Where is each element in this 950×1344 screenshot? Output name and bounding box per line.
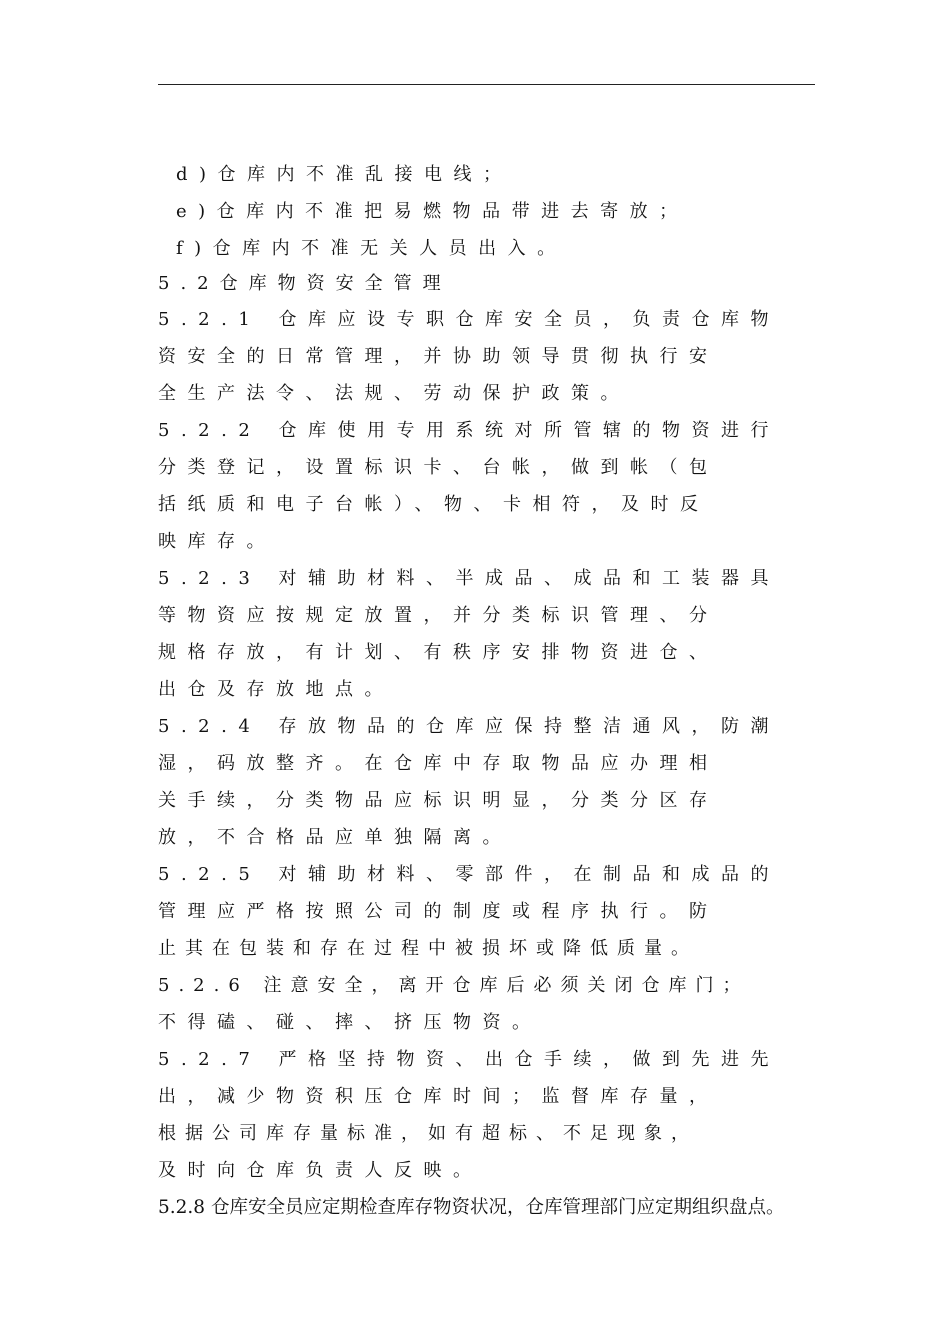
clause-5-2-5-line-3: 止其在包装和存在过程中被损坏或降低质量。 <box>158 938 698 959</box>
clause-5-2-1-line-2: 资安全的日常管理，并协助领导贯彻执行安 <box>158 346 719 367</box>
clause-5-2-3-line-1: 5.2.3 对辅助材料、半成品、成品和工装器具 <box>158 568 781 589</box>
clause-5-2-6-line-2: 不得磕、碰、摔、挤压物资。 <box>158 1012 542 1033</box>
clause-5-2-7-line-1: 5.2.7 严格坚持物资、出仓手续，做到先进先 <box>158 1049 781 1070</box>
clause-5-2-1-line-1: 5.2.1 仓库应设专职仓库安全员，负责仓库物 <box>158 309 781 330</box>
clause-5-2-4-line-3: 关手续，分类物品应标识明显，分类分区存 <box>158 790 719 811</box>
clause-5-2-4-line-1: 5.2.4 存放物品的仓库应保持整洁通风，防潮 <box>158 716 781 737</box>
clause-5-2-4-line-4: 放，不合格品应单独隔离。 <box>158 827 512 848</box>
clause-5-2-2-line-3: 括纸质和电子台帐）、物、卡相符，及时反 <box>158 494 710 515</box>
clause-5-2-8-line-1: 5.2.8 仓库安全员应定期检查库存物资状况，仓库管理部门应定期组织盘点。 <box>158 1197 785 1218</box>
clause-5-2-6-line-1: 5.2.6 注意安全，离开仓库后必须关闭仓库门； <box>158 975 750 996</box>
list-item-f: f)仓库内不准无关人员出入。 <box>176 238 567 259</box>
clause-5-2-4-line-2: 湿，码放整齐。在仓库中存取物品应办理相 <box>158 753 719 774</box>
clause-5-2-2-line-2: 分类登记，设置标识卡、台帐，做到帐（包 <box>158 457 719 478</box>
document-body <box>158 156 818 1226</box>
clause-5-2-3-line-2: 等物资应按规定放置，并分类标识管理、分 <box>158 605 719 626</box>
clause-5-2-7-line-3: 根据公司库存量标准，如有超标、不足现象， <box>158 1123 698 1144</box>
clause-5-2-7-line-4: 及时向仓库负责人反映。 <box>158 1160 483 1181</box>
clause-5-2-2-line-4: 映库存。 <box>158 531 276 552</box>
section-heading-5-2: 5.2仓库物资安全管理 <box>158 273 452 294</box>
header-rule <box>158 84 815 85</box>
clause-5-2-7-line-2: 出，减少物资积压仓库时间；监督库存量， <box>158 1086 719 1107</box>
clause-5-2-5-line-2: 管理应严格按照公司的制度或程序执行。防 <box>158 901 719 922</box>
clause-5-2-3-line-4: 出仓及存放地点。 <box>158 679 394 700</box>
clause-5-2-5-line-1: 5.2.5 对辅助材料、零部件，在制品和成品的 <box>158 864 781 885</box>
clause-5-2-2-line-1: 5.2.2 仓库使用专用系统对所管辖的物资进行 <box>158 420 781 441</box>
clause-5-2-1-line-3: 全生产法令、法规、劳动保护政策。 <box>158 383 630 404</box>
list-item-e: e)仓库内不准把易燃物品带进去寄放； <box>176 201 689 222</box>
clause-5-2-3-line-3: 规格存放，有计划、有秩序安排物资进仓、 <box>158 642 719 663</box>
list-item-d: d)仓库内不准乱接电线； <box>176 164 513 185</box>
